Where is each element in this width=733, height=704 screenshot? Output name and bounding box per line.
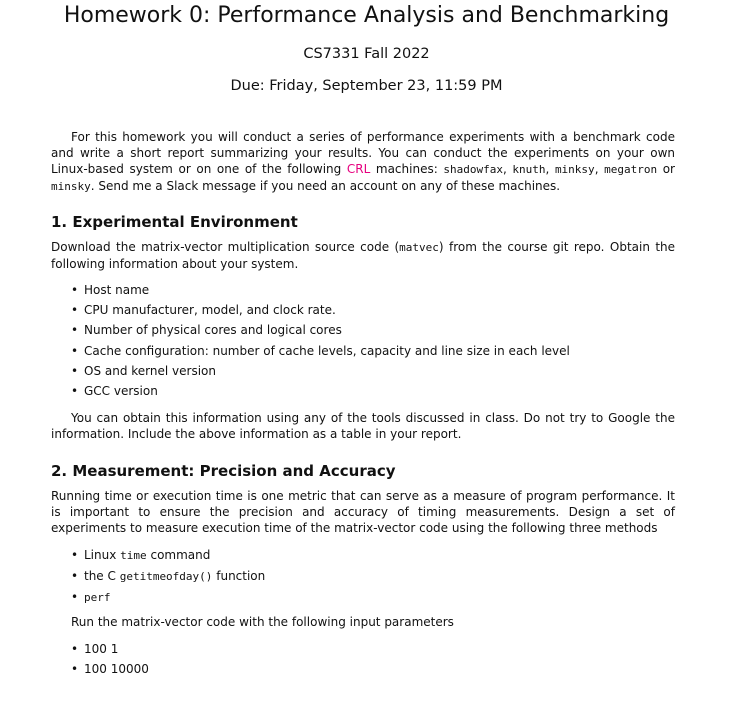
section-2-heading: 2. Measurement: Precision and Accuracy (51, 462, 396, 480)
s1-text-a: Download the matrix-vector multiplication source code ( (51, 240, 400, 254)
machine-minsky: minsky (51, 180, 91, 193)
method-text: command (146, 548, 211, 562)
list-item: • Cache configuration: number of cache levels, capacity and line size in each level (51, 341, 675, 361)
list-item (51, 587, 675, 608)
section-1-paragraph-1 (51, 239, 675, 272)
code-matvec: matvec (399, 241, 439, 254)
s1-text-b: ) from the course git repo. Obtain the following information about your system. (51, 240, 676, 271)
separator: , (545, 162, 555, 176)
separator: , (502, 162, 513, 176)
machine-knuth: knuth (512, 163, 546, 176)
code-gettimeofday: getitmeofday() (119, 570, 213, 584)
separator: or (657, 162, 675, 176)
section-2-paragraph-1: Running time or execution time is one metric that can serve as a measure of program performance. It is important to ensure the precision and accuracy of timing measurements. Design a set of experiments to measure execution time of the matrix-vector code using the following three methods (51, 489, 675, 535)
code-time: time (120, 549, 147, 562)
system-info-list (51, 280, 675, 401)
section-2-paragraph-2: Run the matrix-vector code with the following input parameters (71, 615, 454, 629)
code-perf: perf (84, 591, 111, 605)
course-name: CS7331 Fall 2022 (303, 46, 430, 62)
section-1-paragraph-2: You can obtain this information using any of the tools discussed in class. Do not try to Google the information. Include the above information as a table in your report. (51, 411, 675, 441)
separator: , (594, 162, 605, 176)
timing-methods-list (51, 545, 675, 609)
machine-megatron: megatron (604, 163, 658, 176)
list-item: • Host name (51, 280, 675, 300)
list-item: • Number of physical cores and logical cores (51, 320, 675, 340)
list-item: • CPU manufacturer, model, and clock rate. (51, 300, 675, 320)
intro-paragraph (51, 129, 675, 195)
intro-text-3: . Send me a Slack message if you need an account on any of these machines. (90, 179, 561, 193)
intro-text-1: For this homework you will conduct a series of performance experiments with a benchmark code and write a short report summarizing your results. You can conduct the experiments on your own Linux-based system or on one of the following (51, 130, 675, 176)
list-item (51, 545, 675, 566)
due-date: Due: Friday, September 23, 11:59 PM (230, 78, 503, 94)
method-text: function (212, 569, 266, 584)
list-item: • GCC version (51, 381, 675, 401)
list-item: • OS and kernel version (51, 361, 675, 381)
machine-minksy: minksy (554, 163, 595, 176)
list-item: • 100 1 (51, 639, 675, 659)
machine-shadowfax: shadowfax (443, 163, 503, 176)
input-params-list (51, 639, 675, 679)
method-text: the C (84, 569, 120, 584)
crl-link[interactable]: CRL (346, 162, 371, 176)
list-item: • 100 10000 (51, 659, 675, 679)
method-text: Linux (84, 548, 121, 562)
section-1-heading: 1. Experimental Environment (51, 213, 298, 231)
document-title: Homework 0: Performance Analysis and Benchmarking (63, 3, 670, 28)
list-item (51, 566, 675, 587)
intro-text-2: machines: (370, 162, 444, 176)
